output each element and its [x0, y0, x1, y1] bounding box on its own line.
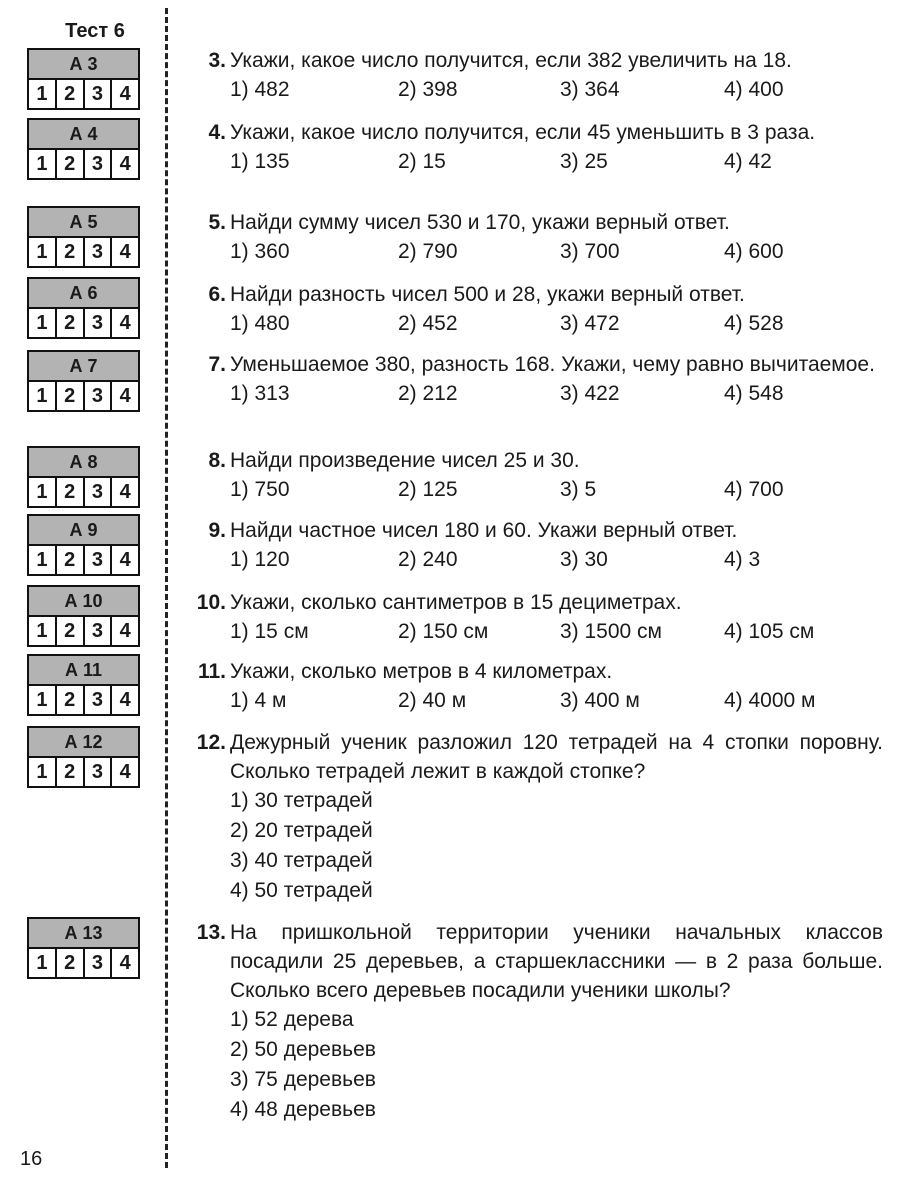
answer-box-a7	[27, 350, 140, 412]
answer-cell-2[interactable]: 2	[57, 238, 85, 266]
answer-cell-3[interactable]: 3	[85, 80, 113, 108]
answer-cell-1[interactable]: 1	[29, 382, 57, 410]
question-10	[178, 588, 883, 648]
question-text: Укажи, какое число получится, если 45 уменьшить в 3 раза.	[230, 121, 816, 144]
option-3[interactable]: 3) 1500 см	[560, 620, 662, 643]
answer-cell-4[interactable]: 4	[119, 952, 131, 974]
option-2[interactable]: 2) 125	[398, 478, 458, 501]
answer-box-a9	[27, 514, 140, 576]
answer-box-label: А 11	[29, 656, 138, 686]
option-1[interactable]: 1) 15 см	[230, 620, 309, 643]
option-2[interactable]: 2) 790	[398, 240, 458, 263]
answer-box-a11	[27, 654, 140, 716]
answer-box-a10	[27, 585, 140, 647]
option-4[interactable]: 4) 42	[724, 150, 772, 173]
answer-box-label: А 10	[29, 587, 138, 617]
answer-cell-3[interactable]: 3	[85, 309, 113, 337]
answer-box-a3	[27, 48, 140, 110]
answer-cell-3[interactable]: 3	[85, 150, 113, 178]
option-2[interactable]: 2) 398	[398, 78, 458, 101]
option-1[interactable]: 1) 750	[230, 478, 290, 501]
option-1[interactable]: 1) 30 тетрадей	[230, 789, 373, 812]
option-4[interactable]: 4) 700	[724, 478, 784, 501]
question-number: 6.	[208, 283, 226, 306]
question-number: 13.	[196, 921, 226, 944]
answer-cell-1[interactable]: 1	[29, 758, 57, 786]
question-11	[178, 657, 883, 717]
answer-box-label: А 6	[29, 279, 138, 309]
question-text: Укажи, какое число получится, если 382 увеличить на 18.	[230, 49, 792, 72]
answer-cell-1[interactable]: 1	[29, 949, 57, 977]
answer-cell-2[interactable]: 2	[57, 617, 85, 645]
answer-cell-2[interactable]: 2	[57, 949, 85, 977]
option-3[interactable]: 3) 422	[560, 382, 620, 405]
option-2[interactable]: 2) 40 м	[398, 689, 467, 712]
question-text: Найди произведение чисел 25 и 30.	[230, 449, 580, 472]
option-3[interactable]: 3) 75 деревьев	[230, 1068, 376, 1091]
question-12	[178, 728, 883, 906]
answer-cell-1[interactable]: 1	[29, 546, 57, 574]
option-2[interactable]: 2) 50 деревьев	[230, 1038, 376, 1061]
question-3	[178, 46, 883, 106]
answer-cell-2[interactable]: 2	[57, 478, 85, 506]
answer-cell-1[interactable]: 1	[29, 617, 57, 645]
option-2[interactable]: 2) 212	[398, 382, 458, 405]
question-7	[178, 350, 883, 410]
answer-cell-4[interactable]: 4	[119, 689, 131, 711]
question-text: Уменьшаемое 380, разность 168. Укажи, чему равно вычитаемое.	[230, 353, 875, 376]
question-5	[178, 208, 883, 268]
option-1[interactable]: 1) 480	[230, 312, 290, 335]
answer-cell-1[interactable]: 1	[29, 238, 57, 266]
option-3[interactable]: 3) 30	[560, 548, 608, 571]
option-4[interactable]: 4) 600	[724, 240, 784, 263]
answer-cell-3[interactable]: 3	[85, 686, 113, 714]
answer-cell-3[interactable]: 3	[85, 382, 113, 410]
question-text: Укажи, сколько метров в 4 километрах.	[230, 660, 613, 683]
option-1[interactable]: 1) 313	[230, 382, 290, 405]
option-4[interactable]: 4) 3	[724, 548, 761, 571]
question-text: На пришкольной территории ученики начальных классов посадили 25 деревьев, а старшеклассники — в 2 раза больше. Сколько всего деревьев посадили ученики школы?	[230, 921, 883, 1002]
answer-cell-4[interactable]: 4	[119, 83, 131, 105]
answer-cell-3[interactable]: 3	[85, 478, 113, 506]
answer-cell-1[interactable]: 1	[29, 686, 57, 714]
option-3[interactable]: 3) 5	[560, 478, 597, 501]
question-text: Найди сумму чисел 530 и 170, укажи верный ответ.	[230, 211, 730, 234]
question-number: 11.	[197, 660, 226, 683]
answer-cell-3[interactable]: 3	[85, 238, 113, 266]
question-number: 7.	[208, 353, 226, 376]
answer-cell-2[interactable]: 2	[57, 546, 85, 574]
question-13	[178, 918, 883, 1125]
answer-box-a5	[27, 206, 140, 268]
option-3[interactable]: 3) 700	[560, 240, 620, 263]
answer-box-a8	[27, 446, 140, 508]
option-1[interactable]: 1) 360	[230, 240, 290, 263]
answer-box-label: А 13	[29, 919, 138, 949]
answer-cell-4[interactable]: 4	[119, 153, 131, 175]
page-number: 16	[20, 1148, 43, 1170]
answer-cell-2[interactable]: 2	[57, 80, 85, 108]
question-number: 9.	[208, 519, 226, 542]
question-number: 12.	[196, 731, 226, 754]
answer-box-a12	[27, 726, 140, 788]
answer-cell-2[interactable]: 2	[57, 758, 85, 786]
question-9	[178, 516, 883, 576]
cut-line	[165, 8, 168, 1168]
option-3[interactable]: 3) 40 тетрадей	[230, 849, 373, 872]
answer-cell-2[interactable]: 2	[57, 686, 85, 714]
question-8	[178, 446, 883, 506]
option-4[interactable]: 4) 105 см	[724, 620, 815, 643]
option-3[interactable]: 3) 400 м	[560, 689, 640, 712]
answer-cell-4[interactable]: 4	[119, 620, 131, 642]
answer-cell-4[interactable]: 4	[119, 761, 131, 783]
option-1[interactable]: 1) 135	[230, 150, 290, 173]
answer-box-label: А 9	[29, 516, 138, 546]
option-4[interactable]: 4) 4000 м	[724, 689, 816, 712]
question-number: 5.	[208, 211, 226, 234]
question-number: 4.	[208, 121, 226, 144]
answer-cell-4[interactable]: 4	[119, 241, 131, 263]
option-1[interactable]: 1) 4 м	[230, 689, 287, 712]
answer-cell-2[interactable]: 2	[57, 382, 85, 410]
question-number: 10.	[196, 591, 226, 614]
answer-box-label: А 12	[29, 728, 138, 758]
option-1[interactable]: 1) 52 дерева	[230, 1008, 354, 1031]
question-4	[178, 118, 883, 178]
answer-cell-1[interactable]: 1	[29, 478, 57, 506]
option-4[interactable]: 4) 48 деревьев	[230, 1098, 376, 1121]
option-4[interactable]: 4) 528	[724, 312, 784, 335]
answer-cell-4[interactable]: 4	[119, 549, 131, 571]
answer-cell-4[interactable]: 4	[119, 312, 131, 334]
answer-cell-4[interactable]: 4	[119, 385, 131, 407]
question-text: Укажи, сколько сантиметров в 15 дециметрах.	[230, 591, 682, 614]
option-2[interactable]: 2) 240	[398, 548, 458, 571]
option-2[interactable]: 2) 20 тетрадей	[230, 819, 373, 842]
answer-box-a6	[27, 277, 140, 339]
answer-box-a4	[27, 118, 140, 180]
question-number: 8.	[208, 449, 226, 472]
answer-cell-1[interactable]: 1	[29, 309, 57, 337]
question-6	[178, 280, 883, 340]
answer-box-label: А 7	[29, 352, 138, 382]
option-1[interactable]: 1) 120	[230, 548, 290, 571]
option-3[interactable]: 3) 25	[560, 150, 608, 173]
option-4[interactable]: 4) 50 тетрадей	[230, 879, 373, 902]
answer-cell-3[interactable]: 3	[85, 617, 113, 645]
option-2[interactable]: 2) 452	[398, 312, 458, 335]
answer-cell-2[interactable]: 2	[57, 150, 85, 178]
answer-cell-4[interactable]: 4	[119, 481, 131, 503]
option-2[interactable]: 2) 15	[398, 150, 446, 173]
test-title: Тест 6	[65, 20, 125, 42]
answer-cell-1[interactable]: 1	[29, 150, 57, 178]
question-number: 3.	[208, 49, 226, 72]
question-text: Дежурный ученик разложил 120 тетрадей на 4 стопки поровну. Сколько тетрадей лежит в каждой стопке?	[230, 731, 883, 783]
option-4[interactable]: 4) 548	[724, 382, 784, 405]
answer-cell-3[interactable]: 3	[85, 949, 113, 977]
answer-cell-1[interactable]: 1	[29, 80, 57, 108]
option-2[interactable]: 2) 150 см	[398, 620, 489, 643]
answer-cell-3[interactable]: 3	[85, 758, 113, 786]
question-text: Найди разность чисел 500 и 28, укажи верный ответ.	[230, 283, 745, 306]
answer-box-label: А 4	[29, 120, 138, 150]
option-4[interactable]: 4) 400	[724, 78, 784, 101]
answer-box-label: А 5	[29, 208, 138, 238]
answer-cell-2[interactable]: 2	[57, 309, 85, 337]
answer-cell-3[interactable]: 3	[85, 546, 113, 574]
option-3[interactable]: 3) 364	[560, 78, 620, 101]
answer-box-label: А 3	[29, 50, 138, 80]
option-1[interactable]: 1) 482	[230, 78, 290, 101]
answer-box-label: А 8	[29, 448, 138, 478]
question-text: Найди частное чисел 180 и 60. Укажи верный ответ.	[230, 519, 738, 542]
option-3[interactable]: 3) 472	[560, 312, 620, 335]
answer-box-a13	[27, 917, 140, 979]
